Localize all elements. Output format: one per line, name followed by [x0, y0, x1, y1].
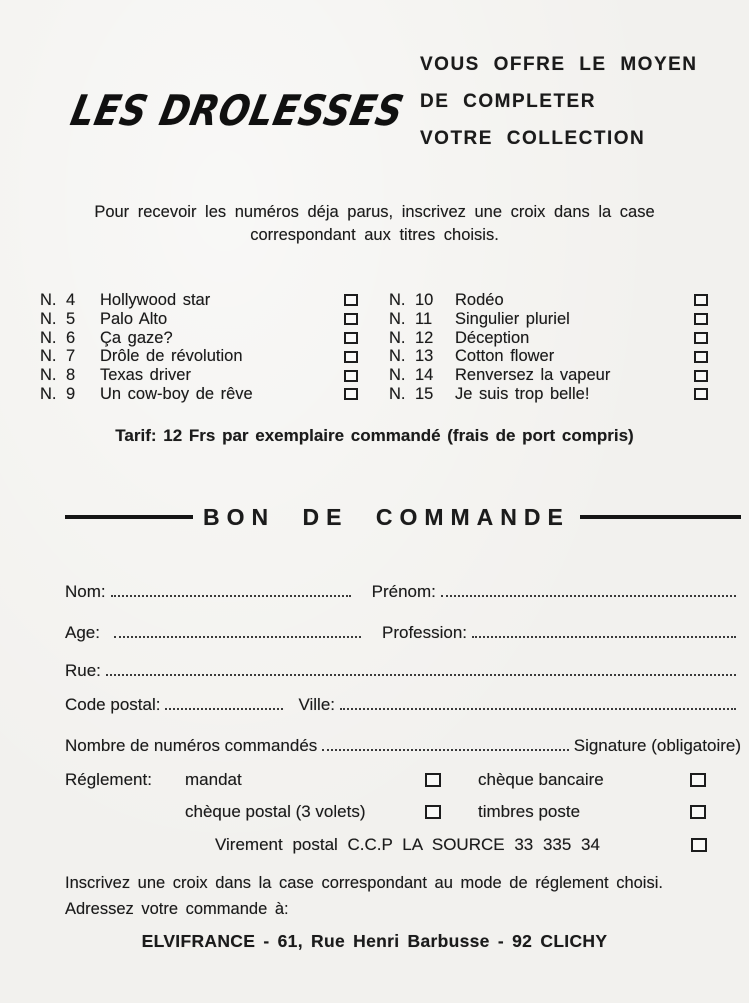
- issue-row-n6: [40, 329, 358, 348]
- prenom-label: Prénom:: [371, 582, 436, 601]
- issue-number: 13: [415, 347, 434, 366]
- issue-number: 10: [415, 290, 434, 309]
- issue-prefix: N.: [40, 384, 57, 403]
- tagline-line-2: DE COMPLETER: [420, 91, 596, 112]
- tarif-line: Tarif: 12 Frs par exemplaire commandé (frais de port compris): [115, 426, 634, 445]
- nombre-label: Nombre de numéros commandés: [65, 736, 318, 755]
- payment-row-3: [65, 835, 707, 855]
- issue-prefix: N.: [40, 328, 57, 347]
- footer-note-2: Adressez votre commande à:: [65, 900, 289, 918]
- issue-checkbox-n9[interactable]: [344, 388, 358, 400]
- timbres-label: timbres poste: [478, 802, 581, 821]
- issue-title: Un cow-boy de rêve: [100, 384, 253, 403]
- code-postal-label: Code postal:: [65, 695, 161, 714]
- virement-label: Virement postal C.C.P LA SOURCE 33 335 34: [215, 835, 600, 854]
- issue-number: 6: [66, 328, 76, 347]
- issue-checkbox-n13[interactable]: [694, 351, 708, 363]
- nombre-field[interactable]: [322, 737, 568, 751]
- issue-title: Palo Alto: [100, 309, 168, 328]
- issue-number: 12: [415, 328, 434, 347]
- issue-row-n8: [40, 366, 358, 385]
- rule-left: [65, 515, 193, 519]
- issue-list-right: [389, 291, 708, 404]
- issue-checkbox-n7[interactable]: [344, 351, 358, 363]
- rule-right: [580, 515, 741, 519]
- reglement-label: Réglement:: [65, 770, 152, 789]
- age-label: Age:: [65, 623, 100, 642]
- issue-title: Ça gaze?: [100, 328, 173, 347]
- tagline-line-1: VOUS OFFRE LE MOYEN: [420, 54, 698, 75]
- issue-title: Cotton flower: [455, 347, 555, 366]
- issue-checkbox-n10[interactable]: [694, 294, 708, 306]
- code-postal-field[interactable]: [165, 696, 283, 710]
- prenom-field[interactable]: [441, 583, 736, 597]
- issue-number: 9: [66, 384, 76, 403]
- issue-number: 4: [66, 290, 76, 309]
- issue-prefix: N.: [389, 290, 406, 309]
- virement-checkbox[interactable]: [691, 838, 707, 852]
- form-row-nom-prenom: [65, 582, 741, 602]
- payment-row-1: [65, 770, 707, 790]
- issue-row-n4: [40, 291, 358, 310]
- order-title: BON DE COMMANDE: [203, 503, 570, 530]
- issue-prefix: N.: [389, 366, 406, 385]
- cheque-bancaire-label: chèque bancaire: [478, 770, 604, 789]
- intro-line-1: Pour recevoir les numéros déja parus, inscrivez une croix dans la case: [94, 203, 655, 221]
- issue-prefix: N.: [389, 384, 406, 403]
- issue-title: Je suis trop belle!: [455, 384, 590, 403]
- intro-line-2: correspondant aux titres choisis.: [250, 226, 499, 244]
- signature-label: Signature (obligatoire): [573, 736, 741, 755]
- issue-row-n15: [389, 385, 708, 404]
- issue-title: Drôle de révolution: [100, 347, 243, 366]
- issue-row-n9: [40, 385, 358, 404]
- cheque-postal-checkbox[interactable]: [425, 805, 441, 819]
- issue-row-n14: [389, 366, 708, 385]
- issue-title: Déception: [455, 328, 530, 347]
- form-row-cp-ville: [65, 695, 741, 715]
- issue-prefix: N.: [40, 309, 57, 328]
- issue-prefix: N.: [389, 328, 406, 347]
- issue-number: 15: [415, 384, 434, 403]
- issue-number: 5: [66, 309, 76, 328]
- issue-checkbox-n11[interactable]: [694, 313, 708, 325]
- issue-row-n13: [389, 347, 708, 366]
- issue-checkbox-n4[interactable]: [344, 294, 358, 306]
- issue-list-left: [40, 291, 358, 404]
- issue-prefix: N.: [389, 347, 406, 366]
- publisher-address: ELVIFRANCE - 61, Rue Henri Barbusse - 92 CLICHY: [141, 931, 608, 951]
- issue-row-n11: [389, 310, 708, 329]
- mandat-checkbox[interactable]: [425, 773, 441, 787]
- issue-number: 14: [415, 366, 434, 385]
- nom-label: Nom:: [65, 582, 106, 601]
- rue-field[interactable]: [106, 662, 736, 676]
- age-field[interactable]: [114, 624, 361, 638]
- issue-row-n12: [389, 329, 708, 348]
- intro-text: [0, 201, 749, 247]
- form-row-nombre-signature: [65, 736, 741, 756]
- form-row-age-profession: [65, 623, 741, 643]
- issue-number: 8: [66, 366, 76, 385]
- issue-checkbox-n14[interactable]: [694, 370, 708, 382]
- tagline: [420, 46, 698, 157]
- issue-checkbox-n15[interactable]: [694, 388, 708, 400]
- profession-field[interactable]: [472, 624, 736, 638]
- issue-number: 7: [66, 347, 76, 366]
- issue-row-n5: [40, 310, 358, 329]
- issue-title: Rodéo: [455, 290, 504, 309]
- issue-checkbox-n12[interactable]: [694, 332, 708, 344]
- issue-checkbox-n5[interactable]: [344, 313, 358, 325]
- footer-note-1: Inscrivez une croix dans la case correspondant au mode de réglement choisi.: [65, 874, 663, 892]
- profession-label: Profession:: [381, 623, 468, 642]
- rue-label: Rue:: [65, 661, 101, 680]
- issue-title: Singulier pluriel: [455, 309, 570, 328]
- timbres-checkbox[interactable]: [690, 805, 706, 819]
- issue-prefix: N.: [40, 366, 57, 385]
- issue-checkbox-n8[interactable]: [344, 370, 358, 382]
- order-section-header: [65, 502, 741, 532]
- nom-field[interactable]: [111, 583, 351, 597]
- cheque-postal-label: chèque postal (3 volets): [185, 802, 366, 821]
- mandat-label: mandat: [185, 770, 242, 789]
- issue-checkbox-n6[interactable]: [344, 332, 358, 344]
- issue-prefix: N.: [40, 290, 57, 309]
- ville-field[interactable]: [340, 696, 736, 710]
- issue-prefix: N.: [389, 309, 406, 328]
- cheque-bancaire-checkbox[interactable]: [690, 773, 706, 787]
- issue-title: Hollywood star: [100, 290, 211, 309]
- tagline-line-3: VOTRE COLLECTION: [420, 128, 646, 149]
- issue-title: Renversez la vapeur: [455, 366, 611, 385]
- payment-row-2: [65, 802, 707, 822]
- issue-row-n7: [40, 347, 358, 366]
- form-row-rue: [65, 661, 741, 681]
- ville-label: Ville:: [298, 695, 335, 714]
- issue-prefix: N.: [40, 347, 57, 366]
- issue-row-n10: [389, 291, 708, 310]
- issue-number: 11: [415, 309, 433, 328]
- magazine-logo: LES DROLESSES: [66, 86, 409, 135]
- issue-title: Texas driver: [100, 366, 191, 385]
